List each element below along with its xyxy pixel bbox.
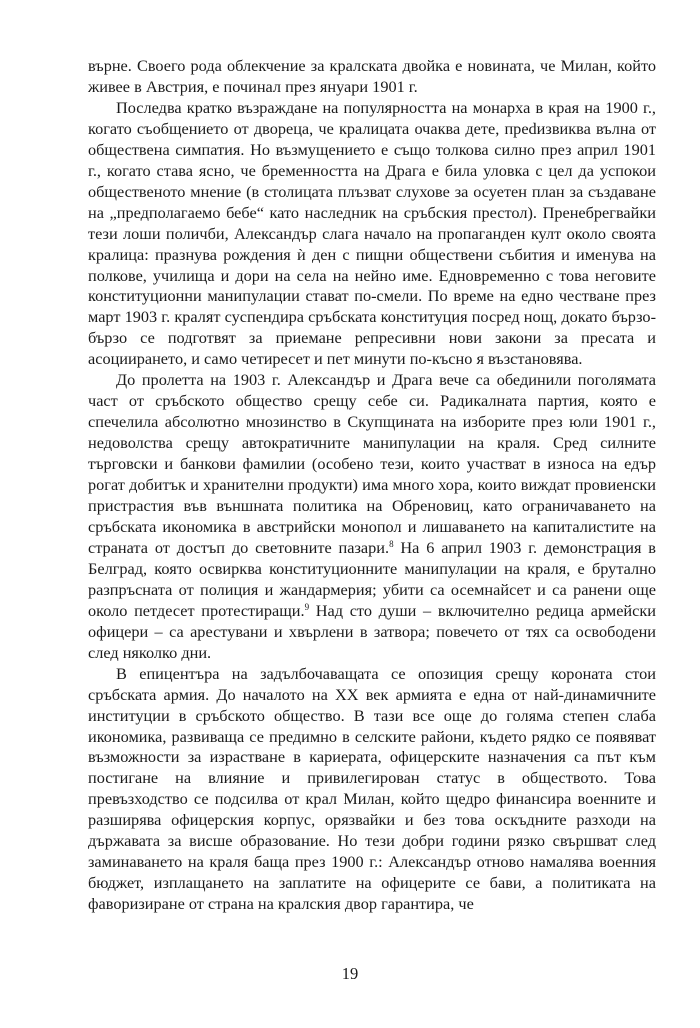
paragraph-text: Над сто души – включително редица армейски офицери – са арестувани и хвърлени в затвора; повечето от тях са освободени след няколко дни. <box>88 600 656 662</box>
paragraph <box>88 664 656 915</box>
paragraph <box>88 56 656 98</box>
page-number: 19 <box>341 964 359 983</box>
paragraph-text: върне. Своего рода облекчение за кралската двойка е новината, че Милан, който живее в Австрия, е починал през януари 1901 г. <box>88 56 656 96</box>
paragraph <box>88 370 656 663</box>
paragraph <box>88 98 656 370</box>
paragraph-text: В епицентъра на задълбочаващата се опозиция срещу короната стои сръбската армия. До началото на XX век армията е една от най-динамичните институции в сръбското общество. В тази все още до голяма степен слаба икономика, развиваща се предимно в селските райони, където рядко се появяват възможности за израстване в кариерата, офицерските назначения са път към постигане на влияние и привилегирован статус в обществото. Това превъзходство се подсилва от крал Милан, който щедро финансира военните и разширява офицерския корпус, орязвайки и без това оскъдните разходи на държавата за висше образование. Но тези добри години рязко свършват след заминаването на краля баща през 1900 г.: Александър отново намалява военния бюджет, изплащането на заплатите на офицерите се бави, а политиката на фаворизиране от страна на кралския двор гарантира, че <box>88 663 656 914</box>
footnote-marker: 8 <box>389 538 394 549</box>
body-text <box>88 56 656 915</box>
footnote-marker: 9 <box>304 601 310 612</box>
paragraph-text: На 6 април 1903 г. демонстрация в Белград, която освирква конституционните манипулации на краля, е брутално разпръсната от полиция и жандармерия; убити са осемнайсет и са ранени още около петдесет протестиращи. <box>88 537 656 620</box>
paragraph-text: Последва кратко възраждане на популярността на монарха в края на 1900 г., когато съобщението от двореца, че кралицата очаква дете, преdизвиква вълна от обществена симпатия. Но възмущението е също толкова силно през април 1901 г., когато става ясно, че бременността на Драга е била уловка с цел да успокои общественото мнение (в столицата плъзват слухове за осуетен план за създаване на „предполагаемо бебе“ като наследник на сръбския престол). Пренебрегвайки тези лоши поличби, Александър слага начало на пропаганден култ около своята кралица: празнува рождения ѝ ден с пищни обществени събития и именува на полкове, училища и дори на села на нейно име. Едновременно с това неговите конституционни манипулации стават по-смели. По време на едно честване през март 1903 г. кралят суспендира сръбската конституция посред нощ, докато бързо-бързо се подготвят за приемане репресивни нови закони за пресата и асоциирането, и само четиресет и пет минути по-късно я възстановява. <box>88 97 656 369</box>
paragraph-text: До пролетта на 1903 г. Александър и Драга вече са обединили поголямата част от сръбското общество срещу себе си. Радикалната партия, която е спечелила абсолютно мнозинство в Скупщината на изборите през юли 1901 г., недоволства срещу автократичните манипулации на краля. Сред силните търговски и банкови фамилии (особено тези, които участват в износа на едър рогат добитък и хранителни продукти) има много хора, които виждат провиенски пристрастия във външната политика на Обреновиц, като ограничаването на сръбската икономика в австрийски монопол и лишаването на капиталистите на страната от достъп до световните пазари. <box>88 370 656 557</box>
